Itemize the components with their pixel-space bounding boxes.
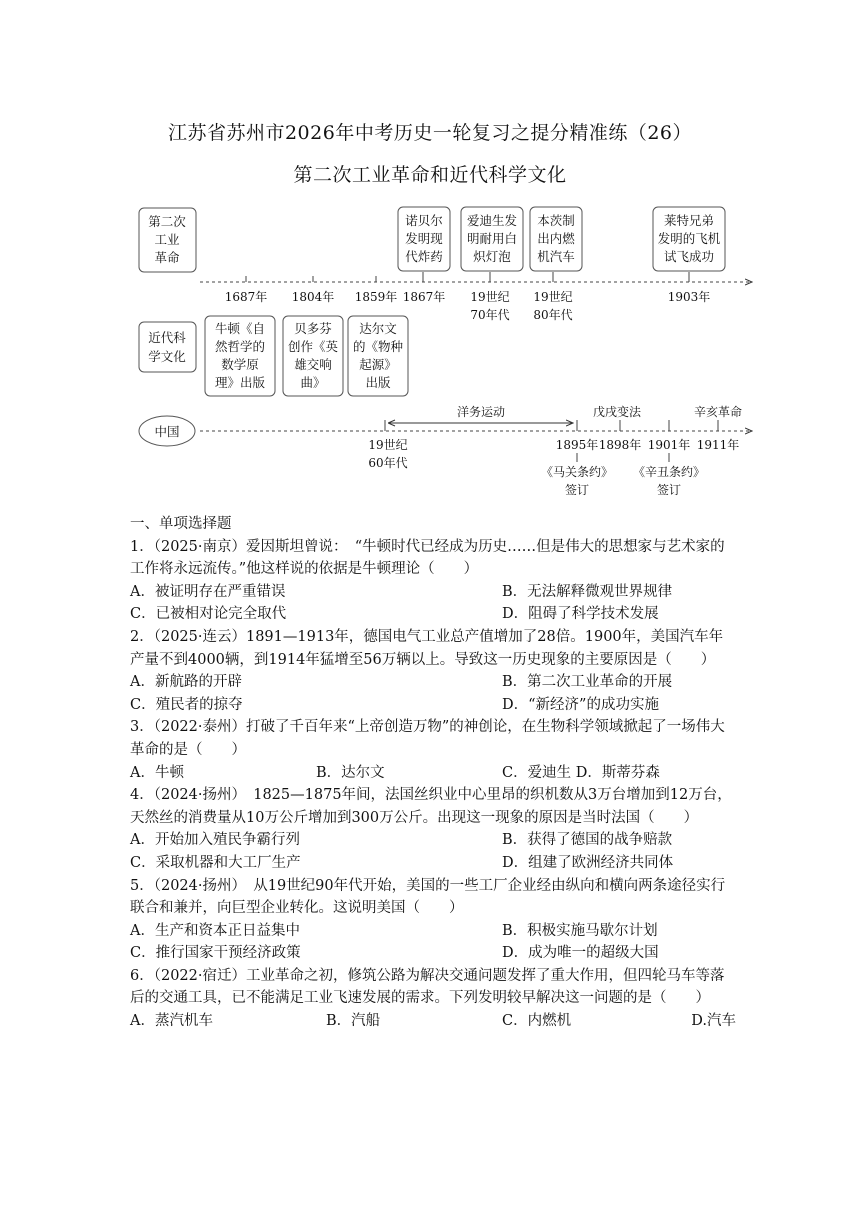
option-c[interactable]: C．内燃机 xyxy=(502,1013,572,1030)
label-china xyxy=(139,416,195,446)
event-wright xyxy=(653,207,725,304)
event-darwin xyxy=(348,289,408,396)
question-3-stem: 3．（2022·泰州）打破了千百年来“上帝创造万物”的神创论，在生物科学领域掀起了一场伟大革命的是（ ） xyxy=(130,719,725,758)
svg-text:机汽车: 机汽车 xyxy=(537,249,575,264)
question-4-options xyxy=(130,829,736,852)
question-4-stem: 4．（2024·扬州） 1825—1875年间，法国丝织业中心里昂的织机数从3万台增加到12万台，天然丝的消费量从10万公斤增加到300万公斤。出现这一现象的原因是当时法国（ ） xyxy=(130,787,732,826)
question-1-options-row2 xyxy=(130,603,736,626)
question-5-stem: 5．（2024·扬州） 从19世纪90年代开始，美国的一些工厂企业经由纵向和横向两条途径实行联合和兼并，向巨型企业转化。这说明美国（ ） xyxy=(130,877,726,917)
question-5-options-row2 xyxy=(130,942,736,965)
svg-text:爱迪生发: 爱迪生发 xyxy=(466,213,518,228)
option-c-d[interactable]: C．爱迪生 D．斯蒂芬森 xyxy=(502,764,660,781)
option-d[interactable]: D．阻碍了科学技术发展 xyxy=(502,606,659,623)
date-1911: 1911年 xyxy=(696,438,740,452)
svg-text:的《物种: 的《物种 xyxy=(352,339,404,354)
svg-text:革命: 革命 xyxy=(154,250,180,265)
svg-text:发明现: 发明现 xyxy=(405,231,443,246)
svg-text:第二次: 第二次 xyxy=(148,214,186,229)
svg-text:发明的飞机: 发明的飞机 xyxy=(657,231,721,246)
option-b[interactable]: B．达尔文 xyxy=(316,764,385,781)
date-1901: 1901年 xyxy=(647,438,691,452)
svg-text:出版: 出版 xyxy=(365,375,391,390)
svg-text:明耐用白: 明耐用白 xyxy=(466,231,518,246)
event-newton xyxy=(205,289,275,396)
svg-text:签订: 签订 xyxy=(656,483,682,497)
option-c[interactable]: C．推行国家干预经济政策 xyxy=(130,945,301,962)
period-yangwu: 洋务运动 xyxy=(456,405,506,419)
question-list xyxy=(130,513,736,1033)
option-a[interactable]: A．牛顿 xyxy=(130,764,184,781)
option-c[interactable]: C．已被相对论完全取代 xyxy=(130,606,287,623)
svg-text:诺贝尔: 诺贝尔 xyxy=(405,213,443,228)
event-benz xyxy=(530,207,582,322)
svg-text:炽灯泡: 炽灯泡 xyxy=(473,249,511,264)
question-1-stem: 1．（2025·南京）爱因斯坦曾说： “牛顿时代已经成为历史……但是伟大的思想家与艺术家的工作将永远流传。”他这样说的依据是牛顿理论（ ） xyxy=(130,538,725,578)
option-a[interactable]: A．新航路的开辟 xyxy=(130,674,242,691)
period-wuxu: 戊戌变法 xyxy=(592,405,642,419)
date-1860s: 19世纪 xyxy=(368,438,408,452)
svg-text:起源》: 起源》 xyxy=(359,357,397,372)
svg-text:贝多芬: 贝多芬 xyxy=(294,321,332,336)
svg-text:80年代: 80年代 xyxy=(533,308,573,322)
timeline-diagram xyxy=(0,0,860,510)
svg-text:数学原: 数学原 xyxy=(221,357,259,372)
svg-text:60年代: 60年代 xyxy=(368,456,408,470)
svg-text:试飞成功: 试飞成功 xyxy=(663,249,715,264)
option-c[interactable]: C．殖民者的掠夺 xyxy=(130,696,243,713)
svg-text:近代科: 近代科 xyxy=(148,330,186,345)
svg-text:曲》: 曲》 xyxy=(300,375,326,390)
svg-text:创作《英: 创作《英 xyxy=(287,339,339,354)
option-a[interactable]: A．生产和资本正日益集中 xyxy=(130,922,300,939)
svg-text:然哲学的: 然哲学的 xyxy=(214,339,266,354)
svg-text:中国: 中国 xyxy=(154,424,180,439)
question-2-stem: 2．（2025·连云）1891—1913年，德国电气工业总产值增加了28倍。1900年，美国汽车年产量不到4000辆，到1914年猛增至56万辆以上。导致这一历史现象的主要原因是（ ） xyxy=(130,628,724,668)
svg-text:本茨制: 本茨制 xyxy=(537,213,575,228)
option-b[interactable]: B．获得了德国的战争赔款 xyxy=(502,832,673,849)
section-title: 一、单项选择题 xyxy=(130,516,232,532)
question-3-options xyxy=(130,762,736,785)
option-a[interactable]: A．蒸汽机车 xyxy=(130,1013,213,1030)
svg-text:签订: 签订 xyxy=(564,483,590,497)
svg-text:70年代: 70年代 xyxy=(470,308,510,322)
label-modern-science-culture xyxy=(139,322,196,372)
svg-text:雄交响: 雄交响 xyxy=(294,357,332,372)
option-b[interactable]: B．无法解释微观世界规律 xyxy=(502,583,673,600)
svg-text:牛顿《自: 牛顿《自 xyxy=(214,321,266,336)
document-subtitle: 第二次工业革命和近代科学文化 xyxy=(293,164,567,186)
event-nobel xyxy=(398,207,450,304)
svg-text:1867年: 1867年 xyxy=(402,290,446,304)
question-4-options-row2 xyxy=(130,852,736,875)
question-2-options xyxy=(130,671,736,694)
option-b[interactable]: B．汽船 xyxy=(326,1013,381,1030)
svg-text:1859年: 1859年 xyxy=(354,290,398,304)
option-a[interactable]: A．被证明存在严重错误 xyxy=(130,583,286,600)
question-5-options xyxy=(130,920,736,943)
svg-text:19世纪: 19世纪 xyxy=(533,290,573,304)
svg-text:工业: 工业 xyxy=(154,232,180,247)
svg-text:出内燃: 出内燃 xyxy=(537,231,575,246)
svg-text:学文化: 学文化 xyxy=(148,349,186,364)
option-b[interactable]: B．积极实施马歇尔计划 xyxy=(502,922,658,939)
svg-text:1804年: 1804年 xyxy=(291,290,335,304)
svg-text:1687年: 1687年 xyxy=(224,290,268,304)
option-c[interactable]: C．采取机器和大工厂生产 xyxy=(130,854,301,871)
treaty-xinchou: 《辛丑条约》 xyxy=(632,465,706,479)
svg-text:莱特兄弟: 莱特兄弟 xyxy=(663,213,715,228)
event-edison xyxy=(461,207,523,322)
svg-text:达尔文: 达尔文 xyxy=(359,321,397,336)
svg-text:19世纪: 19世纪 xyxy=(470,290,510,304)
option-d[interactable]: D．成为唯一的超级大国 xyxy=(502,945,659,962)
option-d[interactable]: D.汽车 xyxy=(691,1013,736,1030)
svg-text:代炸药: 代炸药 xyxy=(405,249,443,264)
date-1898: 1898年 xyxy=(598,438,642,452)
date-1895: 1895年 xyxy=(555,438,599,452)
label-industrial-revolution xyxy=(139,208,196,272)
question-6-stem: 6．（2022·宿迁）工业革命之初，修筑公路为解决交通问题发挥了重大作用，但四轮马车等落后的交通工具，已不能满足工业飞速发展的需求。下列发明较早解决这一问题的是（ ） xyxy=(130,967,725,1007)
option-b[interactable]: B．第二次工业革命的开展 xyxy=(502,674,673,691)
treaty-maguan: 《马关条约》 xyxy=(540,465,614,479)
event-beethoven xyxy=(283,289,343,396)
document-title: 江苏省苏州市2026年中考历史一轮复习之提分精准练（26） xyxy=(167,122,693,144)
period-xinhai: 辛亥革命 xyxy=(693,405,743,419)
question-1-options xyxy=(130,581,736,604)
option-d[interactable]: D．“新经济”的成功实施 xyxy=(502,696,659,713)
svg-text:1903年: 1903年 xyxy=(667,290,711,304)
question-6-options xyxy=(130,1010,736,1033)
svg-text:理》出版: 理》出版 xyxy=(214,375,266,390)
question-2-options-row2 xyxy=(130,694,736,717)
option-d[interactable]: D．组建了欧洲经济共同体 xyxy=(502,854,674,871)
option-a[interactable]: A．开始加入殖民争霸行列 xyxy=(130,832,300,849)
